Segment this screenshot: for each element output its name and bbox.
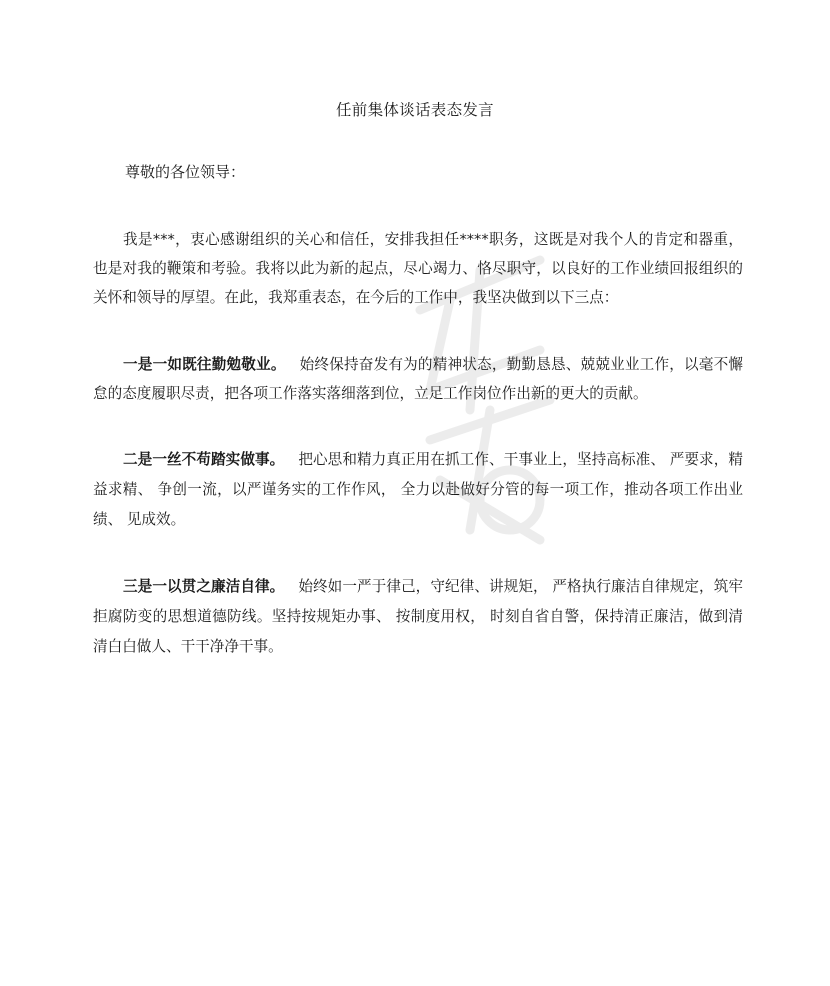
paragraph-point-three bbox=[93, 572, 743, 662]
paragraph-lead: 三是一以贯之廉洁自律。 bbox=[123, 578, 285, 595]
paragraph-point-two bbox=[93, 445, 743, 535]
paragraph-text: 把心思和精力真正用在抓工作、干事业上，坚持高标准、 严要求，精益求精、 争创一流，以严谨务实的工作作风， 全力以赴做好分管的每一项工作，推动各项工作出业绩、 见成效。 bbox=[93, 451, 743, 528]
paragraph-text: 始终如一严于律己，守纪律、讲规矩， 严格执行廉洁自律规定，筑牢拒腐防变的思想道德防线。坚持按规矩办事、 按制度用权， 时刻自省自警，保持清正廉洁，做到清清白白做人、干干净净干事。 bbox=[93, 578, 743, 655]
salutation: 尊敬的各位领导： bbox=[125, 163, 246, 181]
paragraph-point-one bbox=[93, 350, 743, 408]
paragraph-text: 始终保持奋发有为的精神状态，勤勤恳恳、兢兢业业工作，以毫不懈怠的态度履职尽责，把各项工作落实落细落到位，立足工作岗位作出新的更大的贡献。 bbox=[93, 356, 743, 402]
paragraph-lead: 一是一如既往勤勉敬业。 bbox=[123, 356, 286, 373]
paragraph-lead: 二是一丝不苟踏实做事。 bbox=[123, 451, 285, 468]
paragraph-text: 我是***，衷心感谢组织的关心和信任，安排我担任****职务，这既是对我个人的肯定和器重，也是对我的鞭策和考验。我将以此为新的起点，尽心竭力、恪尽职守，以良好的工作业绩回报组织的关怀和领导的厚望。在此，我郑重表态，在今后的工作中，我坚决做到以下三点： bbox=[93, 231, 743, 306]
paragraph-intro bbox=[93, 225, 743, 312]
document-title: 任前集体谈话表态发言 bbox=[335, 101, 494, 119]
